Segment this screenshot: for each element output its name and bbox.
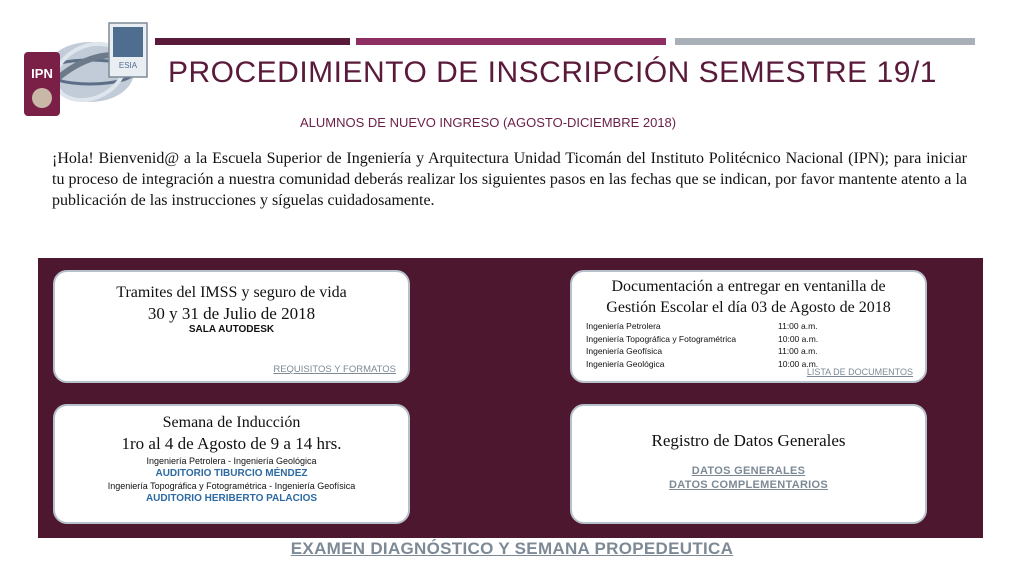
esia-logo-text: ESIA: [118, 61, 138, 70]
datos-complementarios-link[interactable]: DATOS COMPLEMENTARIOS: [668, 479, 829, 491]
accent-bar-magenta: [356, 38, 666, 45]
accent-bar-dark: [155, 38, 350, 45]
induction-date: 1ro al 4 de Agosto de 9 a 14 hrs.: [121, 434, 342, 453]
schedule-time: 11:00 a.m.: [778, 321, 818, 331]
imss-title: Tramites del IMSS y seguro de vida: [116, 284, 347, 301]
card-registro: [570, 404, 927, 524]
registry-title: Registro de Datos Generales: [651, 431, 846, 450]
schedule-time: 10:00 a.m.: [778, 333, 819, 344]
schedule-career: Ingeniería Petrolera: [586, 321, 661, 331]
schedule-career: Ingeniería Geológica: [586, 358, 665, 369]
esia-logo: [108, 22, 148, 78]
imss-place: SALA AUTODESK: [188, 324, 275, 335]
card-documentacion: [570, 270, 927, 383]
induction-group2: Ingeniería Topográfica y Fotogramétrica - Ingeniería Geofísica: [107, 481, 356, 491]
schedule-row: [586, 320, 925, 333]
induction-group1: Ingeniería Petrolera - Ingeniería Geológica: [146, 456, 317, 466]
intro-paragraph: ¡Hola! Bienvenid@ a la Escuela Superior de Ingeniería y Arquitectura Unidad Ticomán del Instituto Politécnico Nacional (IPN); para iniciar tu proceso de integración a nuestra comunidad deberás realizar los siguientes pasos en las fechas que se indican, por favor mantente atento a la publicación de las instrucciones y síguelas cuidadosamente.: [52, 150, 967, 209]
induction-venue1: AUDITORIO TIBURCIO MÉNDEZ: [155, 468, 308, 479]
card-imss: [53, 270, 410, 383]
examen-diagnostico-link[interactable]: EXAMEN DIAGNÓSTICO Y SEMANA PROPEDEUTICA: [290, 539, 734, 558]
schedule-career: Ingeniería Topográfica y Fotogramétrica: [586, 333, 737, 344]
docs-schedule: [586, 320, 925, 370]
induction-title: Semana de Inducción: [162, 414, 301, 431]
schedule-time: 11:00 a.m.: [778, 346, 818, 356]
schedule-time: 10:00 a.m.: [778, 358, 819, 369]
accent-bar-gray: [675, 38, 975, 45]
schedule-career: Ingeniería Geofísica: [586, 346, 663, 356]
docs-title-line2: Gestión Escolar el día 03 de Agosto de 2018: [606, 299, 891, 316]
requisitos-formatos-link[interactable]: REQUISITOS Y FORMATOS: [273, 364, 396, 375]
schedule-row: [586, 333, 925, 346]
datos-generales-link[interactable]: DATOS GENERALES: [691, 465, 806, 477]
docs-title-line1: Documentación a entregar en ventanilla de: [611, 278, 886, 295]
card-induccion: [53, 404, 410, 524]
induction-venue2: AUDITORIO HERIBERTO PALACIOS: [145, 493, 318, 504]
ipn-logo-text: IPN: [31, 66, 53, 81]
schedule-row: [586, 345, 925, 358]
imss-date: 30 y 31 de Julio de 2018: [147, 304, 316, 323]
page-title: PROCEDIMIENTO DE INSCRIPCIÓN SEMESTRE 19/1: [168, 56, 937, 89]
registry-links: [572, 465, 925, 491]
lista-documentos-link[interactable]: LISTA DE DOCUMENTOS: [806, 367, 913, 377]
page-subtitle: ALUMNOS DE NUEVO INGRESO (AGOSTO-DICIEMBRE 2018): [300, 115, 677, 130]
